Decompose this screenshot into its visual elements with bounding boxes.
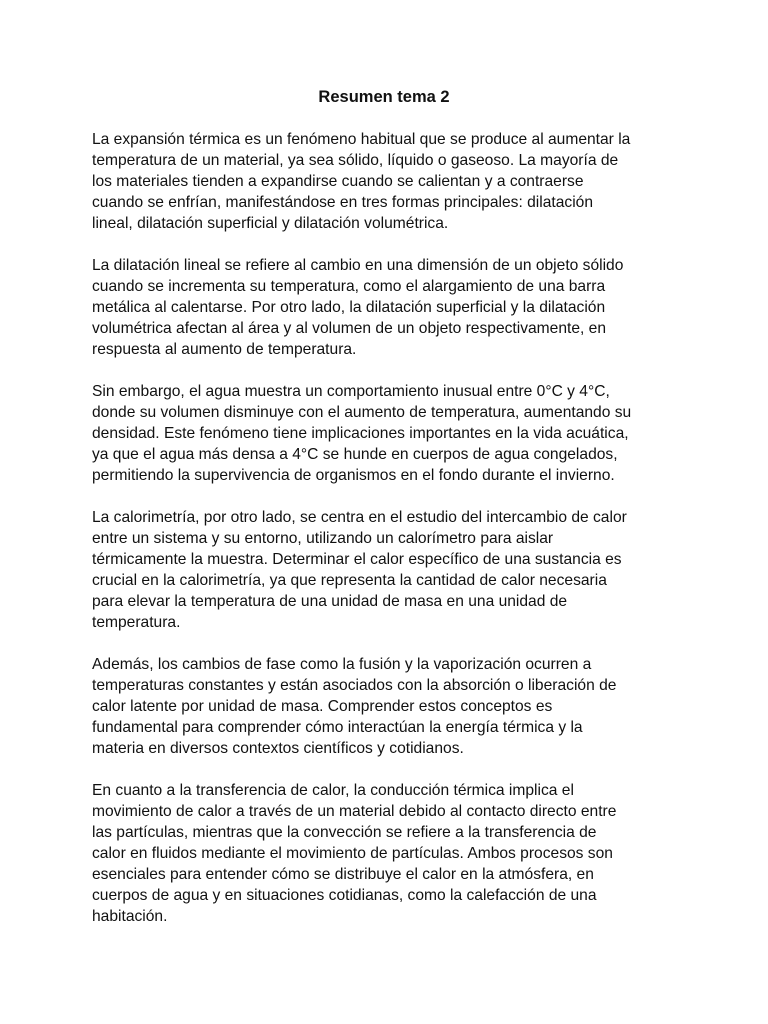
text-line: para elevar la temperatura de una unidad de masa en una unidad de: [92, 593, 568, 610]
text-line: cuando se enfrían, manifestándose en tres formas principales: dilatación: [92, 194, 594, 211]
text-line: fundamental para comprender cómo interactúan la energía térmica y la: [92, 719, 583, 736]
text-line: cuerpos de agua y en situaciones cotidianas, como la calefacción de una: [92, 887, 597, 904]
text-line: Además, los cambios de fase como la fusión y la vaporización ocurren a: [92, 656, 592, 673]
text-line: habitación.: [92, 908, 168, 925]
text-line: térmicamente la muestra. Determinar el calor específico de una sustancia es: [92, 551, 622, 568]
paragraph-heat-transfer: [92, 780, 682, 927]
paragraph-water-anomaly: [92, 381, 682, 486]
text-line: volumétrica afectan al área y al volumen de un objeto respectivamente, en: [92, 320, 607, 337]
paragraph-calorimetry: [92, 507, 682, 633]
text-line: respuesta al aumento de temperatura.: [92, 341, 357, 358]
text-line: lineal, dilatación superficial y dilatación volumétrica.: [92, 215, 449, 232]
text-line: La dilatación lineal se refiere al cambio en una dimensión de un objeto sólido: [92, 257, 624, 274]
text-line: las partículas, mientras que la convección se refiere a la transferencia de: [92, 824, 597, 841]
text-line: calor en fluidos mediante el movimiento de partículas. Ambos procesos son: [92, 845, 613, 862]
document-body: [92, 129, 682, 948]
paragraph-thermal-expansion: [92, 129, 682, 234]
text-line: metálica al calentarse. Por otro lado, la dilatación superficial y la dilatación: [92, 299, 606, 316]
text-line: Sin embargo, el agua muestra un comportamiento inusual entre 0°C y 4°C,: [92, 383, 610, 400]
text-line: materia en diversos contextos científicos y cotidianos.: [92, 740, 464, 757]
text-line: los materiales tienden a expandirse cuando se calientan y a contraerse: [92, 173, 584, 190]
text-line: esenciales para entender cómo se distribuye el calor en la atmósfera, en: [92, 866, 594, 883]
text-line: crucial en la calorimetría, ya que representa la cantidad de calor necesaria: [92, 572, 607, 589]
text-line: ya que el agua más densa a 4°C se hunde en cuerpos de agua congelados,: [92, 446, 618, 463]
text-line: temperatura.: [92, 614, 181, 631]
paragraph-linear-dilation: [92, 255, 682, 360]
document-title: Resumen tema 2: [318, 88, 450, 106]
text-line: En cuanto a la transferencia de calor, la conducción térmica implica el: [92, 782, 574, 799]
text-line: La expansión térmica es un fenómeno habitual que se produce al aumentar la: [92, 131, 631, 148]
text-line: calor latente por unidad de masa. Comprender estos conceptos es: [92, 698, 553, 715]
paragraph-phase-changes: [92, 654, 682, 759]
text-line: temperaturas constantes y están asociados con la absorción o liberación de: [92, 677, 617, 694]
text-line: movimiento de calor a través de un material debido al contacto directo entre: [92, 803, 617, 820]
text-line: cuando se incrementa su temperatura, como el alargamiento de una barra: [92, 278, 606, 295]
text-line: densidad. Este fenómeno tiene implicaciones importantes en la vida acuática,: [92, 425, 629, 442]
text-line: La calorimetría, por otro lado, se centra en el estudio del intercambio de calor: [92, 509, 627, 526]
text-line: temperatura de un material, ya sea sólido, líquido o gaseoso. La mayoría de: [92, 152, 619, 169]
text-line: entre un sistema y su entorno, utilizando un calorímetro para aislar: [92, 530, 554, 547]
text-line: donde su volumen disminuye con el aumento de temperatura, aumentando su: [92, 404, 632, 421]
text-line: permitiendo la supervivencia de organismos en el fondo durante el invierno.: [92, 467, 615, 484]
